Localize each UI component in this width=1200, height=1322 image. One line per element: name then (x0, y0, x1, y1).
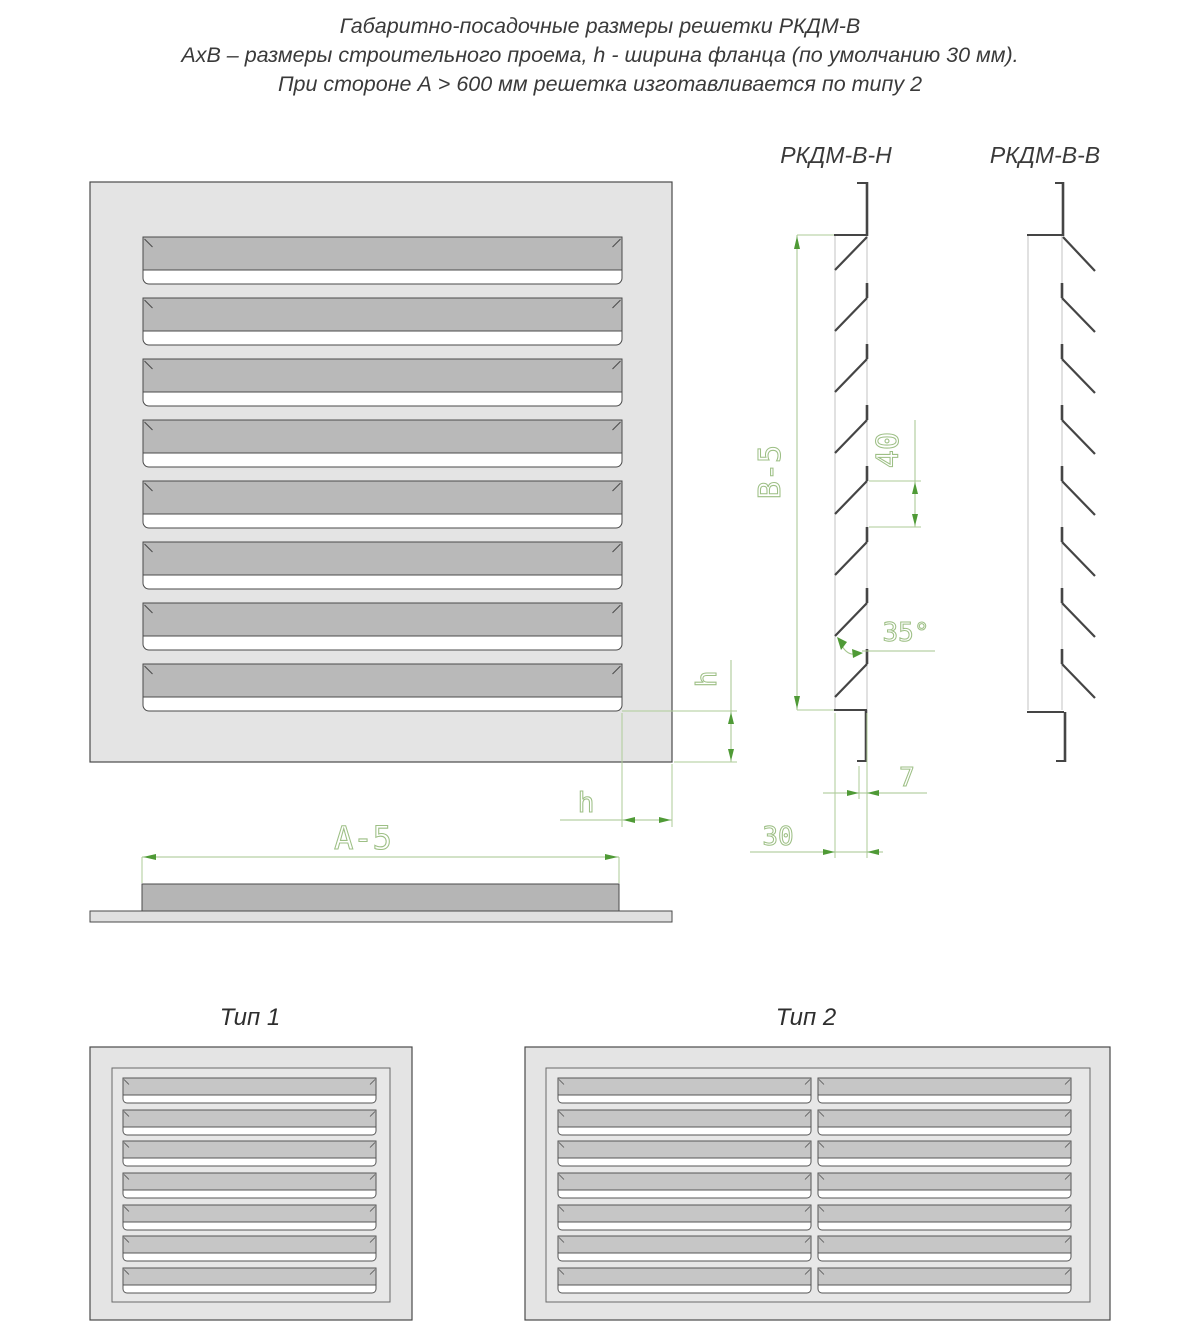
type2-louver (818, 1236, 1071, 1261)
dimension-b5 (753, 235, 834, 710)
front-louver (143, 298, 622, 345)
dimension-label-35deg: 35° (882, 618, 930, 648)
side-view-rkdm-v-v (1027, 182, 1095, 762)
dimension-35deg (837, 618, 935, 658)
front-louver (143, 664, 622, 711)
type2-louver (818, 1078, 1071, 1103)
type2-louver (818, 1110, 1071, 1135)
dimension-40 (869, 420, 921, 527)
dimension-label-7: 7 (899, 763, 915, 793)
type2-louver (558, 1236, 811, 1261)
type2-louver (558, 1078, 811, 1103)
view-label-rkdm-v-v: РКДМ-В-В (989, 142, 1101, 168)
header-line-1: Габаритно-посадочные размеры решетки РКДМ-В (339, 14, 861, 38)
dimension-label-b5: В-5 (753, 444, 788, 500)
type1-louver (123, 1110, 376, 1135)
type2-louver (558, 1205, 811, 1230)
front-view (90, 182, 672, 762)
type2-louver (558, 1173, 811, 1198)
dimension-label-h-side: h (690, 670, 723, 688)
dimension-a5 (142, 819, 619, 883)
type2-louver (558, 1110, 811, 1135)
header-line-3: При стороне А > 600 мм решетка изготавливается по типу 2 (277, 72, 923, 96)
type2-panel (525, 1004, 1110, 1320)
type1-title: Тип 1 (219, 1004, 281, 1031)
side-view-rkdm-v-n (750, 182, 935, 858)
header-line-2: АхВ – размеры строительного проема, h - ширина фланца (по умолчанию 30 мм). (181, 43, 1019, 67)
front-louver (143, 481, 622, 528)
front-louver (143, 359, 622, 406)
view-label-rkdm-v-n: РКДМ-В-Н (780, 142, 892, 168)
front-louver (143, 603, 622, 650)
bottom-view (90, 819, 672, 922)
header (179, 14, 1018, 96)
front-louver (143, 542, 622, 589)
type2-title: Тип 2 (775, 1004, 837, 1031)
type1-louver (123, 1236, 376, 1261)
front-louver (143, 420, 622, 467)
type2-louver (558, 1141, 811, 1166)
type2-louver (818, 1205, 1071, 1230)
type2-louver (818, 1268, 1071, 1293)
type1-louver (123, 1141, 376, 1166)
dimension-30 (750, 713, 883, 858)
type2-louver (818, 1141, 1071, 1166)
type1-louver (123, 1078, 376, 1103)
type1-louver (123, 1268, 376, 1293)
dimension-label-30: 30 (762, 822, 794, 852)
dimension-label-h-bottom: h (577, 786, 595, 819)
type2-louver (558, 1268, 811, 1293)
type2-louver (818, 1173, 1071, 1198)
dimension-label-a5: А-5 (334, 819, 392, 857)
bottom-view-flange-plate (90, 911, 672, 922)
dimension-7 (823, 713, 927, 858)
bottom-view-body (142, 884, 619, 911)
type1-louver (123, 1205, 376, 1230)
type1-louver (123, 1173, 376, 1198)
dimension-label-40: 40 (871, 431, 906, 469)
type1-panel (90, 1004, 412, 1320)
front-louver (143, 237, 622, 284)
